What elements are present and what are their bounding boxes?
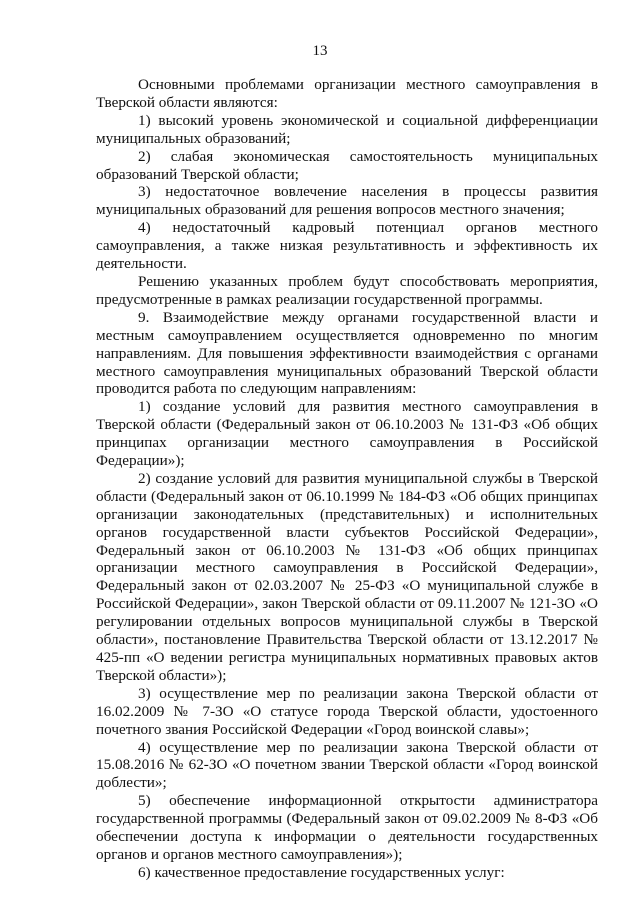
section-9-paragraph: 9. Взаимодействие между органами государственной власти и местным самоуправлением осуществляется одновременно по многим направлениям. Для повышения эффективности взаимодействия с органами местного самоуправления муниципальных образований Тверской области проводится работа по следующим направлениям: — [96, 308, 598, 398]
document-body — [96, 76, 598, 882]
paragraph-solution: Решению указанных проблем будут способствовать мероприятия, предусмотренные в рамках реализации государственной программы. — [96, 272, 598, 308]
list-item-direction-2: 2) создание условий для развития муниципальной службы в Тверской области (Федеральный закон от 06.10.1999 № 184-ФЗ «Об общих принципах организации законодательных (представительных) и исполнительных органов государственной власти субъектов Российской Федерации», Федеральный закон от 06.10.2003 № 131-ФЗ «Об общих принципах организации местного самоуправления в Российской Федерации», Федеральный закон от 02.03.2007 № 25-ФЗ «О муниципальной службе в Российской Федерации», закон Тверской области от 09.11.2007 № 121-ЗО «О регулировании отдельных вопросов муниципальной службы в Тверской области», постановление Правительства Тверской области от 13.12.2017 № 425-пп «О ведении регистра муниципальных нормативных правовых актов Тверской области»); — [96, 469, 598, 684]
list-item-problem-3: 3) недостаточное вовлечение населения в процессы развития муниципальных образований для решения вопросов местного значения; — [96, 183, 598, 219]
list-item-problem-4: 4) недостаточный кадровый потенциал органов местного самоуправления, а также низкая результативность и эффективность их деятельности. — [96, 219, 598, 273]
list-item-direction-4: 4) осуществление мер по реализации закона Тверской области от 15.08.2016 № 62-ЗО «О почетном звании Тверской области «Город воинской доблести»; — [96, 738, 598, 792]
list-item-problem-1: 1) высокий уровень экономической и социальной дифференциации муниципальных образований; — [96, 111, 598, 147]
page-number: 13 — [312, 43, 328, 59]
paragraph-intro: Основными проблемами организации местного самоуправления в Тверской области являются: — [96, 76, 598, 111]
list-item-problem-2: 2) слабая экономическая самостоятельность муниципальных образований Тверской области; — [96, 147, 598, 183]
list-item-direction-5: 5) обеспечение информационной открытости администратора государственной программы (Федеральный закон от 09.02.2009 № 8-ФЗ «Об обеспечении доступа к информации о деятельности государственных органов и органов местного самоуправления»); — [96, 792, 598, 863]
list-item-direction-1: 1) создание условий для развития местного самоуправления в Тверской области (Федеральный закон от 06.10.2003 № 131-ФЗ «Об общих принципах организации местного самоуправления в Российской Федерации»); — [96, 398, 598, 470]
list-item-direction-6: 6) качественное предоставление государственных услуг: — [138, 863, 505, 881]
list-item-direction-3: 3) осуществление мер по реализации закона Тверской области от 16.02.2009 № 7-ЗО «О статусе города Тверской области, удостоенного почетного звания Российской Федерации «Город воинской славы»; — [96, 684, 598, 738]
